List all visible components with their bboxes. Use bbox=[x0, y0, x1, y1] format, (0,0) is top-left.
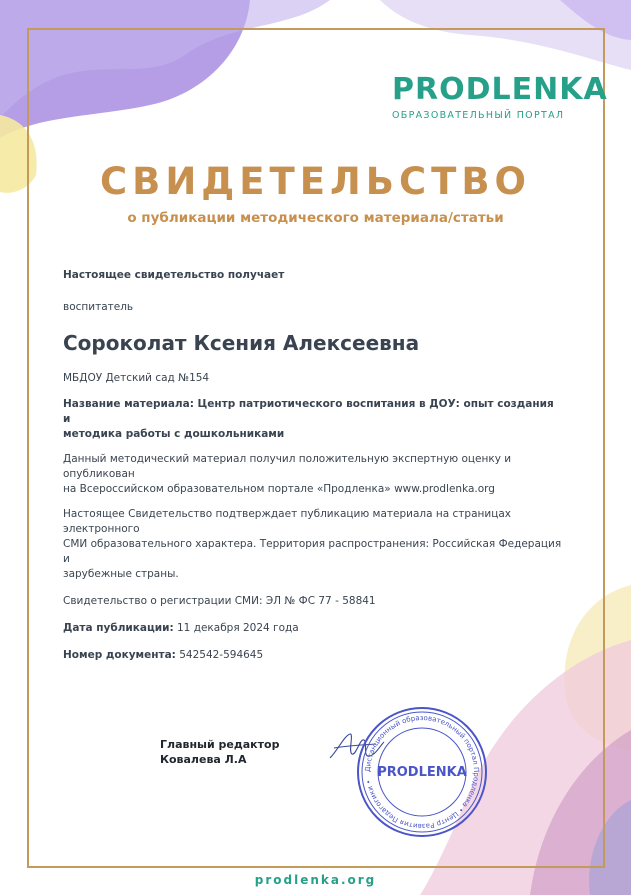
document-number bbox=[63, 648, 563, 663]
footer-site-link[interactable]: prodlenka.org bbox=[254, 873, 377, 887]
editor-title: Главный редактор bbox=[160, 738, 280, 751]
recipient-position: воспитатель bbox=[63, 301, 134, 313]
editor-block bbox=[160, 737, 279, 767]
official-stamp bbox=[356, 706, 488, 838]
material-title-line-2: методика работы с дошкольниками bbox=[63, 428, 285, 440]
publication-date-label: Дата публикации: bbox=[63, 622, 174, 634]
certificate-title: СВИДЕТЕЛЬСТВО bbox=[99, 160, 532, 203]
stamp-center-text: PRODLENKA bbox=[377, 765, 467, 780]
material-title bbox=[63, 397, 563, 442]
document-number-label: Номер документа: bbox=[63, 649, 176, 661]
publication-date-value: 11 декабря 2024 года bbox=[177, 622, 299, 634]
brand-logo bbox=[392, 72, 608, 121]
editor-name: Ковалева Л.А bbox=[160, 753, 247, 766]
certificate-body bbox=[63, 268, 563, 663]
review-line-1: Данный методический материал получил положительную экспертную оценку и опубликован bbox=[63, 453, 512, 480]
recipient-name: Сороколат Ксения Алексеевна bbox=[63, 331, 420, 355]
confirmation-line-2: СМИ образовательного характера. Территория распространения: Российская Федерация и bbox=[63, 538, 562, 565]
registration-info: Свидетельство о регистрации СМИ: ЭЛ № ФС 77 - 58841 bbox=[63, 595, 376, 607]
logo-name: PRODLENKA bbox=[392, 72, 608, 107]
confirmation-line-1: Настоящее Свидетельство подтверждает публикацию материала на страницах электронного bbox=[63, 508, 511, 535]
document-number-value: 542542-594645 bbox=[179, 649, 264, 661]
review-text bbox=[63, 452, 563, 497]
recipient-label: Настоящее свидетельство получает bbox=[63, 269, 285, 281]
review-line-2: на Всероссийском образовательном портале «Продленка» www.prodlenka.org bbox=[63, 483, 495, 495]
stamp-ring-text: Дистанционный образовательный портал Продленка • Центр Развития Педагогики • bbox=[363, 713, 481, 831]
material-title-line-1: Название материала: Центр патриотического воспитания в ДОУ: опыт создания и bbox=[63, 398, 554, 425]
certificate-subtitle: о публикации методического материала/статьи bbox=[127, 210, 504, 226]
logo-tagline: ОБРАЗОВАТЕЛЬНЫЙ ПОРТАЛ bbox=[392, 110, 565, 121]
publication-date bbox=[63, 621, 563, 636]
confirmation-line-3: зарубежные страны. bbox=[63, 568, 179, 580]
recipient-organization: МБДОУ Детский сад №154 bbox=[63, 372, 210, 384]
confirmation-text bbox=[63, 507, 563, 582]
